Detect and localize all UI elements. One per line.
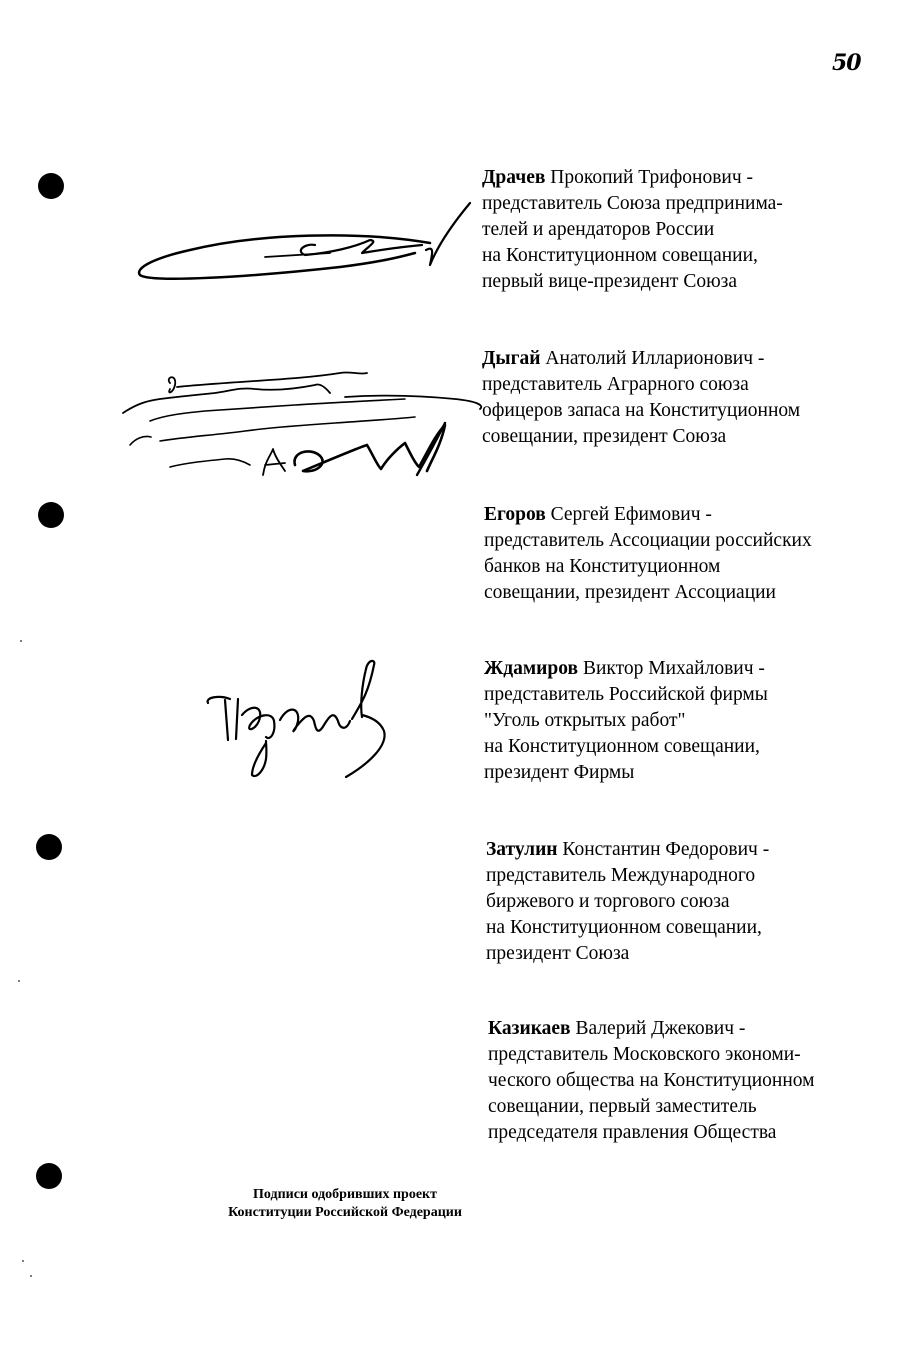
entry-line: Прокопий Трифонович - (550, 167, 754, 188)
entry-line: "Уголь открытых работ" (484, 710, 686, 731)
page-footer (200, 1186, 490, 1222)
entry-line: банков на Конституционном (484, 556, 721, 577)
entry-zhdamirov (484, 656, 768, 786)
binder-hole (38, 173, 64, 199)
entry-zatulin (486, 837, 769, 967)
entry-line: Виктор Михайлович - (582, 658, 765, 679)
entry-line: представитель Союза предпринима- (482, 193, 783, 214)
footer-line: Подписи одобривших проект (253, 1187, 437, 1202)
entry-surname: Егоров (484, 504, 546, 525)
entry-line: Анатолий Илларионович - (545, 348, 765, 369)
entry-line: ческого общества на Конституционном (488, 1070, 815, 1091)
entry-line: председателя правления Общества (488, 1122, 777, 1143)
entry-line: телей и арендаторов России (482, 219, 715, 240)
entry-line: на Конституционном совещании, (482, 245, 758, 266)
entry-line: офицеров запаса на Конституционном (482, 400, 801, 421)
entry-surname: Затулин (486, 839, 558, 860)
entry-line: президент Союза (486, 943, 630, 964)
entry-line: первый вице-президент Союза (482, 271, 737, 292)
entry-line: представитель Международного (486, 865, 756, 886)
entry-line: представитель Российской фирмы (484, 684, 768, 705)
entry-surname: Драчев (482, 167, 546, 188)
entry-line: президент Фирмы (484, 762, 635, 783)
binder-hole (38, 502, 64, 528)
entry-line: представитель Ассоциации российских (484, 530, 812, 551)
handwritten-note-dygai (115, 365, 485, 485)
entry-drachev (482, 165, 783, 295)
entry-line: на Конституционном совещании, (486, 917, 762, 938)
entry-dygai (482, 346, 800, 450)
entry-kazikaev (488, 1016, 814, 1146)
entry-line: Валерий Джекович - (575, 1018, 746, 1039)
entry-line: совещании, первый заместитель (488, 1096, 757, 1117)
signature-zhdamirov (200, 655, 400, 785)
entry-line: на Конституционном совещании, (484, 736, 760, 757)
entry-line: совещании, президент Ассоциации (484, 582, 776, 603)
page-number: 50 (832, 50, 861, 76)
entry-egorov (484, 502, 812, 606)
binder-hole (36, 1163, 62, 1189)
entry-line: представитель Московского экономи- (488, 1044, 801, 1065)
binder-hole (36, 834, 62, 860)
signature-drachev (130, 195, 475, 285)
entry-surname: Ждамиров (484, 658, 579, 679)
entry-line: биржевого и торгового союза (486, 891, 730, 912)
entry-line: совещании, президент Союза (482, 426, 727, 447)
entry-surname: Казикаев (488, 1018, 571, 1039)
entry-line: Константин Федорович - (562, 839, 770, 860)
entry-line: представитель Аграрного союза (482, 374, 749, 395)
entry-surname: Дыгай (482, 348, 541, 369)
footer-line: Конституции Российской Федерации (228, 1205, 462, 1220)
entry-line: Сергей Ефимович - (550, 504, 712, 525)
